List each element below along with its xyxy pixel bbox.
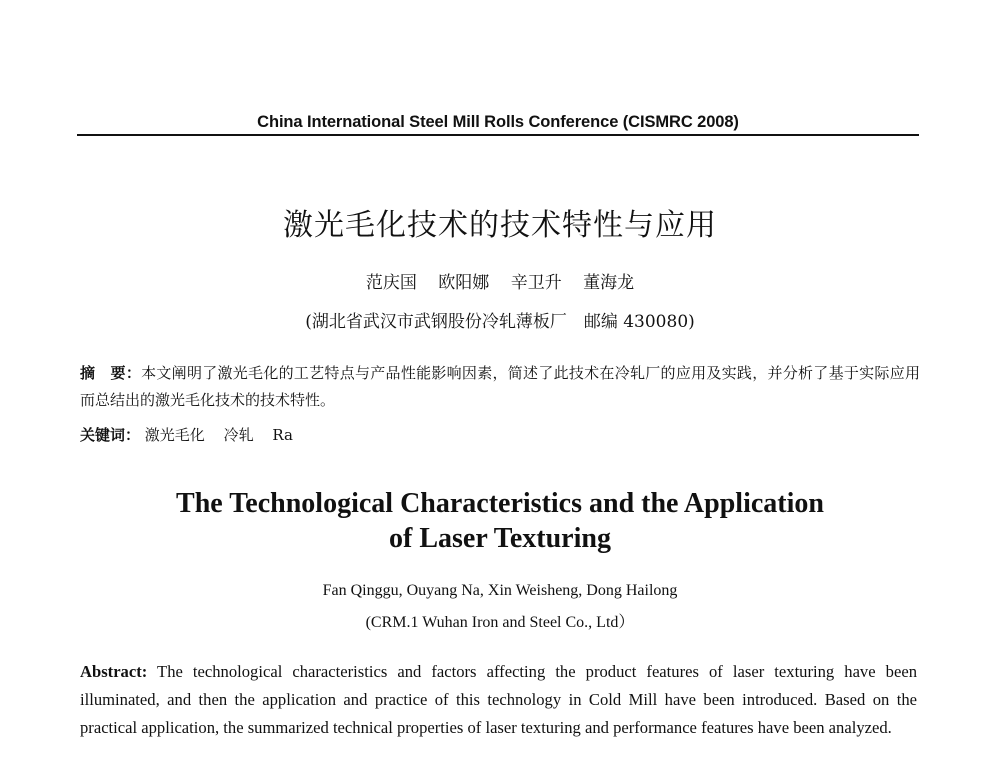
keyword: Ra xyxy=(272,426,293,444)
chinese-affiliation: (湖北省武汉市武钢股份冷轧薄板厂 邮编 430080) xyxy=(305,312,695,332)
chinese-keywords-label: 关键词： xyxy=(80,426,141,444)
english-title xyxy=(0,486,1000,556)
chinese-title: 激光毛化技术的技术特性与应用 xyxy=(283,208,717,243)
chinese-author: 董海龙 xyxy=(583,273,635,293)
english-title-line-1: The Technological Characteristics and the Application xyxy=(176,488,824,519)
conference-running-header: China International Steel Mill Rolls Conference (CISMRC 2008) xyxy=(257,113,739,131)
chinese-author: 欧阳娜 xyxy=(438,273,490,293)
chinese-author: 范庆国 xyxy=(365,273,417,293)
english-abstract-label: Abstract: xyxy=(80,662,148,681)
chinese-abstract-text: 本文阐明了激光毛化的工艺特点与产品性能影响因素，简述了此技术在冷轧厂的应用及实践，并分析了基于实际应用而总结出的激光毛化技术的技术特性。 xyxy=(80,364,920,409)
english-abstract xyxy=(80,658,917,742)
english-title-line-2: of Laser Texturing xyxy=(389,523,611,554)
keyword: 冷轧 xyxy=(223,426,254,444)
chinese-abstract xyxy=(80,360,920,414)
header-rule-divider xyxy=(77,134,919,136)
english-authors: Fan Qinggu, Ouyang Na, Xin Weisheng, Dong Hailong xyxy=(322,582,678,599)
keyword: 激光毛化 xyxy=(144,426,205,444)
chinese-author: 辛卫升 xyxy=(510,273,562,293)
chinese-authors xyxy=(0,268,1000,293)
english-abstract-text: The technological characteristics and factors affecting the product features of laser texturing have been illuminated, and then the application and practice of this technology in Cold Mill have been introduced. Based on the practical application, the summarized technical properties of laser texturing and performance features have been analyzed. xyxy=(80,662,917,737)
chinese-keywords xyxy=(80,424,920,445)
english-affiliation: (CRM.1 Wuhan Iron and Steel Co., Ltd） xyxy=(365,614,635,631)
chinese-abstract-label: 摘 要： xyxy=(80,364,142,382)
